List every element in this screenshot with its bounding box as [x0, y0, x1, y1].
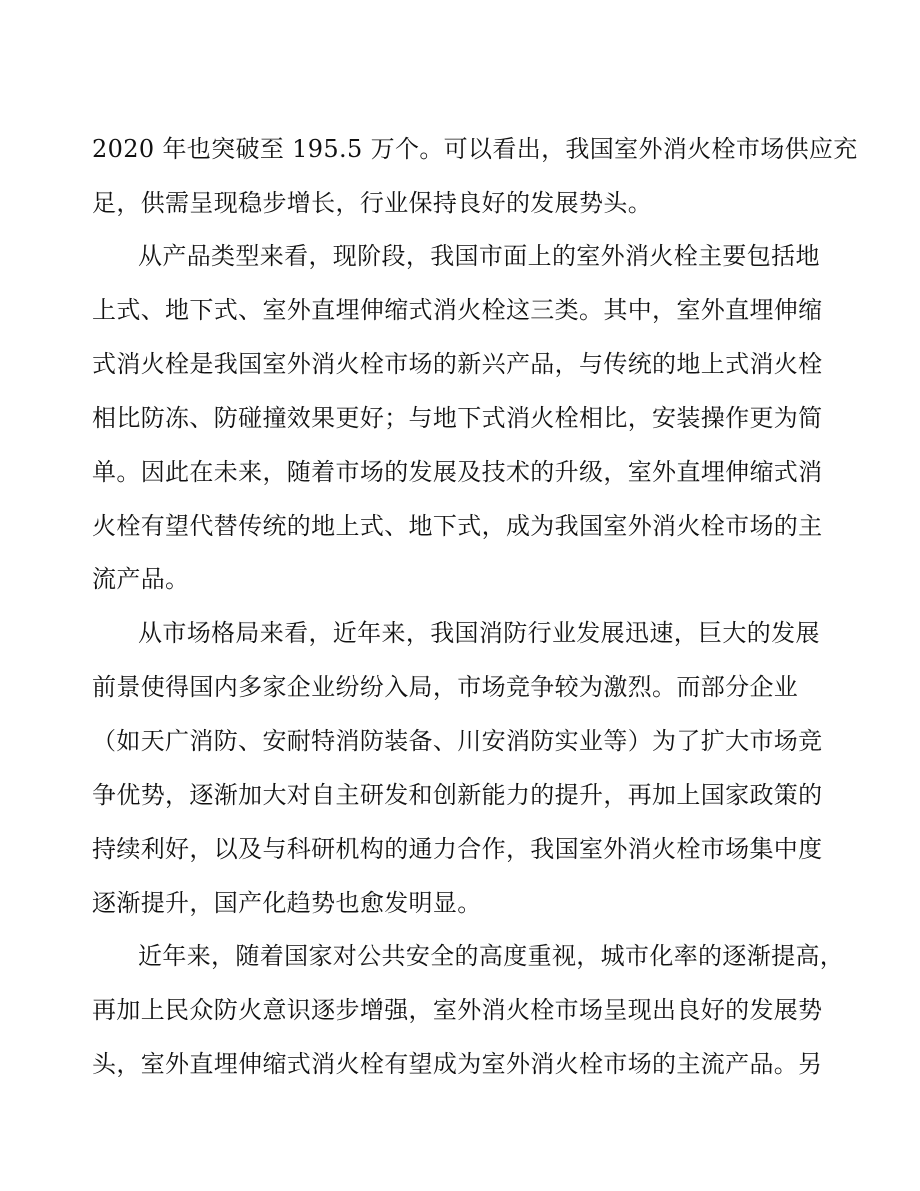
text-line: 2020 年也突破至 195.5 万个。可以看出，我国室外消火栓市场供应充 [92, 135, 858, 163]
text-line: （如天广消防、安耐特消防装备、川安消防实业等）为了扩大市场竞 [92, 727, 823, 755]
paragraph-start-line: 近年来，随着国家对公共安全的高度重视，城市化率的逐渐提高， [138, 942, 845, 970]
text-line: 再加上民众防火意识逐步增强，室外消火栓市场呈现出良好的发展势 [92, 996, 823, 1024]
text-line: 争优势，逐渐加大对自主研发和创新能力的提升，再加上国家政策的 [92, 781, 823, 809]
paragraph-start-line: 从产品类型来看，现阶段，我国市面上的室外消火栓主要包括地 [138, 242, 820, 270]
text-line: 上式、地下式、室外直埋伸缩式消火栓这三类。其中，室外直埋伸缩 [92, 296, 823, 324]
paragraph-start-line: 从市场格局来看，近年来，我国消防行业发展迅速，巨大的发展 [138, 619, 820, 647]
text-line: 头，室外直埋伸缩式消火栓有望成为室外消火栓市场的主流产品。另 [92, 1050, 823, 1078]
text-line: 持续利好，以及与科研机构的通力合作，我国室外消火栓市场集中度 [92, 835, 823, 863]
text-line: 流产品。 [92, 565, 190, 593]
text-line: 足，供需呈现稳步增长，行业保持良好的发展势头。 [92, 189, 653, 217]
text-line: 式消火栓是我国室外消火栓市场的新兴产品，与传统的地上式消火栓 [92, 350, 823, 378]
text-line: 火栓有望代替传统的地上式、地下式，成为我国室外消火栓市场的主 [92, 512, 823, 540]
text-line: 前景使得国内多家企业纷纷入局，市场竞争较为激烈。而部分企业 [92, 673, 799, 701]
text-line: 逐渐提升，国产化趋势也愈发明显。 [92, 889, 482, 917]
text-line: 相比防冻、防碰撞效果更好；与地下式消火栓相比，安装操作更为简 [92, 404, 823, 432]
text-line: 单。因此在未来，随着市场的发展及技术的升级，室外直埋伸缩式消 [92, 458, 823, 486]
